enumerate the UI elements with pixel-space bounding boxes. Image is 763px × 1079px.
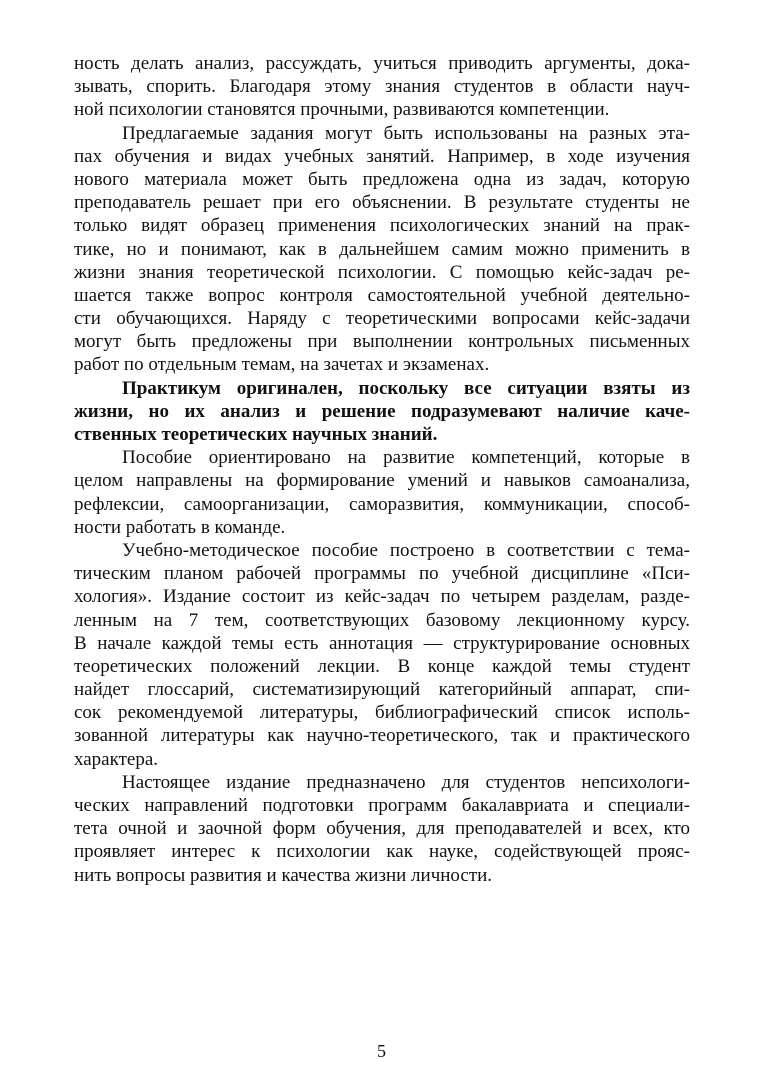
text-line: зывать, спорить. Благодаря этому знания студентов в области науч- bbox=[74, 76, 690, 98]
paragraph bbox=[74, 771, 690, 887]
text-line: нового материала может быть предложена одна из задач, которую bbox=[74, 168, 690, 190]
text-line: В начале каждой темы есть аннотация — структурирование основных bbox=[74, 632, 690, 654]
text-line: проявляет интерес к психологии как науке, содействующей прояс- bbox=[74, 841, 690, 863]
text-line: целом направлены на формирование умений и навыков самоанализа, bbox=[74, 470, 690, 492]
text-line: Учебно-методическое пособие построено в соответствии с тема- bbox=[122, 539, 690, 561]
text-line: шается также вопрос контроля самостоятельной учебной деятельно- bbox=[74, 284, 690, 306]
text-line: преподаватель решает при его объяснении. В результате студенты не bbox=[74, 192, 690, 214]
text-line: только видят образец применения психологических знаний на прак- bbox=[74, 215, 690, 237]
text-line: пах обучения и видах учебных занятий. Например, в ходе изучения bbox=[74, 145, 690, 167]
text-line: тета очной и заочной форм обучения, для преподавателей и всех, кто bbox=[74, 818, 690, 840]
text-line: ственных теоретических научных знаний. bbox=[74, 424, 438, 445]
text-line: могут быть предложены при выполнении контрольных письменных bbox=[74, 331, 690, 353]
page-number: 5 bbox=[377, 1041, 386, 1061]
paragraph bbox=[74, 377, 690, 447]
paragraph bbox=[74, 52, 690, 122]
text-line: тике, но и понимают, как в дальнейшем самим можно применить в bbox=[74, 238, 690, 260]
text-line: нить вопросы развития и качества жизни личности. bbox=[74, 864, 493, 886]
text-line: тическим планом рабочей программы по учебной дисциплине «Пси- bbox=[74, 563, 690, 585]
text-line: характера. bbox=[74, 748, 159, 770]
paragraph bbox=[74, 446, 690, 539]
text-line: сти обучающихся. Наряду с теоретическими вопросами кейс-задачи bbox=[74, 308, 690, 330]
text-line: рефлексии, самоорганизации, саморазвития, коммуникации, способ- bbox=[74, 493, 690, 515]
text-line: Пособие ориентировано на развитие компетенций, которые в bbox=[122, 447, 690, 469]
text-line: Настоящее издание предназначено для студентов непсихологи- bbox=[122, 771, 690, 793]
text-line: жизни знания теоретической психологии. С помощью кейс-задач ре- bbox=[74, 261, 690, 283]
text-line: сок рекомендуемой литературы, библиографический список исполь- bbox=[74, 702, 690, 724]
text-line: Предлагаемые задания могут быть использованы на разных эта- bbox=[122, 122, 690, 144]
text-line: ной психологии становятся прочными, развиваются компетенции. bbox=[74, 99, 610, 121]
text-line: найдет глоссарий, систематизирующий категорийный аппарат, спи- bbox=[74, 679, 690, 701]
paragraph bbox=[74, 539, 690, 771]
text-line: ности работать в команде. bbox=[74, 516, 286, 538]
text-line: теоретических положений лекции. В конце каждой темы студент bbox=[74, 655, 690, 677]
text-line: Практикум оригинален, поскольку все ситуации взяты из bbox=[122, 377, 690, 399]
text-line: жизни, но их анализ и решение подразумевают наличие каче- bbox=[74, 400, 690, 422]
text-line: ческих направлений подготовки программ бакалавриата и специали- bbox=[74, 795, 690, 816]
text-line: ность делать анализ, рассуждать, учиться приводить аргументы, дока- bbox=[74, 53, 690, 74]
paragraph bbox=[74, 122, 690, 377]
text-line: хология». Издание состоит из кейс-задач по четырем разделам, разде- bbox=[74, 586, 690, 608]
body-text bbox=[74, 52, 690, 887]
text-line: зованной литературы как научно-теоретического, так и практического bbox=[74, 725, 690, 747]
text-line: ленным на 7 тем, соответствующих базовому лекционному курсу. bbox=[74, 609, 690, 631]
text-line: работ по отдельным темам, на зачетах и экзаменах. bbox=[74, 354, 490, 376]
